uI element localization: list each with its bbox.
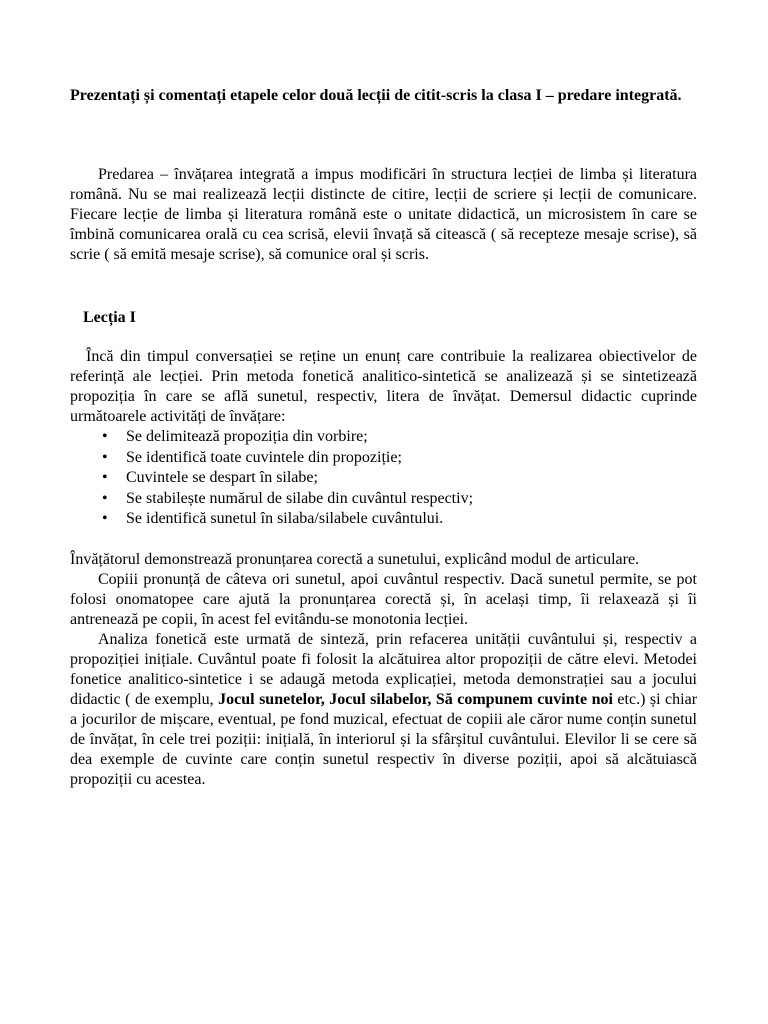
list-item [102,489,697,510]
intro-paragraph: Predarea – învățarea integrată a impus modificări în structura lecției de limba și literatura română. Nu se mai realizează lecții distincte de citire, lecții de scriere și lecții de comunicare. Fiecare lecție de limba și literatura română este o unitate didactică, un microsistem în care se îmbină comunicarea orală cu cea scrisă, elevii învață să citească ( să recepteze mesaje scrise), să scrie ( să emită mesaje scrise), să comunice oral și scris. [70,166,697,263]
list-item-text: Se delimitează propoziția din vorbire; [126,428,368,445]
document-page [70,86,697,790]
bullet-icon: • [102,428,108,445]
children-paragraph: Copiii pronunță de câteva ori sunetul, apoi cuvântul respectiv. Dacă sunetul permite, se pot folosi onomatopee care ajută la pronunțarea corectă și, în același timp, îi relaxează și îi antrenează pe copii, în acest fel evitându-se monotonia lecției. [70,570,697,628]
list-item [102,448,697,469]
bullet-icon: • [102,489,108,507]
lesson-title: Lecția I [83,309,136,326]
analysis-paragraph [70,630,697,790]
list-item [102,468,697,489]
bullet-icon: • [102,469,108,486]
list-item [102,427,697,448]
bullet-icon: • [102,448,108,466]
activities-list [70,427,697,530]
game-name-sounds: Jocul sunetelor [218,690,321,708]
list-item-text: Se identifică sunetul în silaba/silabele cuvântului. [126,510,444,527]
analysis-text-part1: Analiza fonetică este urmată de sinteză, prin refacerea unității cuvântului și, respectiv a propoziției inițiale. Cuvântul poate fi folosit la alcătuirea altor propoziții de către elevi. Metodei fonetice analitico-sintetice i se adaugă metoda explicației, metoda demonstrației sau a jocului didactic ( de exemplu, [70,630,697,708]
separator: , [320,690,330,708]
list-item [102,509,697,530]
list-item-text: Se identifică toate cuvintele din propoziție; [126,448,402,466]
list-item-text: Cuvintele se despart în silabe; [126,469,318,486]
demonstration-paragraph: Învățătorul demonstrează pronunțarea corectă a sunetului, explicând modul de articulare. [70,550,640,568]
separator: , [427,690,436,708]
game-name-syllables: Jocul silabelor [329,690,428,708]
analysis-text-part2: etc.) și chiar a jocurilor de mișcare, eventual, pe fond muzical, efectuat de copiii ale căror nume conțin sunetul de învățat, în cele trei poziții: inițială, în interiorul și la sfârșitul cuvântului. Elevilor li se cere să dea exemple de cuvinte care conțin sunetul respectiv în diverse poziții, apoi să alcătuiască propoziții cu acestea. [70,690,698,788]
game-name-new-words: Să compunem cuvinte noi [435,690,613,708]
list-item-text: Se stabilește numărul de silabe din cuvântul respectiv; [126,489,474,507]
bullet-icon: • [102,510,108,527]
assignment-heading: Prezentați și comentați etapele celor două lecții de citit-scris la clasa I – predare integrată. [70,87,682,104]
lesson-intro-paragraph: Încă din timpul conversației se reține un enunț care contribuie la realizarea obiectivelor de referință ale lecției. Prin metoda fonetică analitico-sintetică se analizează și se sintetizează propoziția în care se află sunetul, respectiv, litera de învățat. Demersul didactic cuprinde următoarele activități de învățare: [70,348,697,425]
